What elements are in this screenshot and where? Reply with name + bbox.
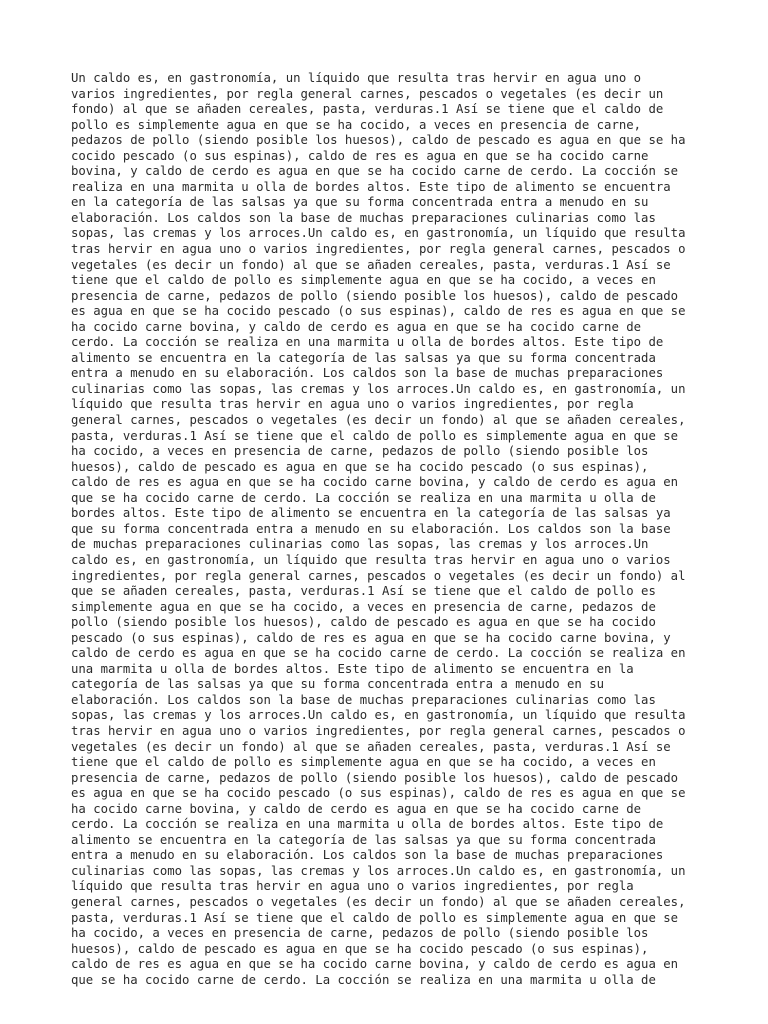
text-line: general carnes, pescados o vegetales (es decir un fondo) al que se añaden cereales, [71,894,686,909]
text-line: sopas, las cremas y los arroces.Un caldo es, en gastronomía, un líquido que resulta [71,708,686,723]
text-line: pasta, verduras.1 Así se tiene que el caldo de pollo es simplemente agua en que se [71,910,679,925]
text-line: cocido pescado (o sus espinas), caldo de res es agua en que se ha cocido carne [71,148,649,163]
text-line: general carnes, pescados o vegetales (es decir un fondo) al que se añaden cereales, [71,413,686,428]
text-line: pollo es simplemente agua en que se ha cocido, a veces en presencia de carne, [71,117,642,132]
text-line: caldo es, en gastronomía, un líquido que resulta tras hervir en agua uno o varios [71,552,671,567]
text-line: cerdo. La cocción se realiza en una marmita u olla de bordes altos. Este tipo de [71,335,664,350]
text-line: cerdo. La cocción se realiza en una marmita u olla de bordes altos. Este tipo de [71,817,664,832]
text-line: huesos), caldo de pescado es agua en que se ha cocido pescado (o sus espinas), [71,459,649,474]
text-line: categoría de las salsas ya que su forma concentrada entra a menudo en su [71,677,605,692]
text-line: en la categoría de las salsas ya que su forma concentrada entra a menudo en su [71,195,649,210]
text-line: líquido que resulta tras hervir en agua uno o varios ingredientes, por regla [71,879,634,894]
text-line: que se añaden cereales, pasta, verduras.1 Así se tiene que el caldo de pollo es [71,584,656,599]
text-line: realiza en una marmita u olla de bordes altos. Este tipo de alimento se encuentra [71,179,671,194]
text-line: tras hervir en agua uno o varios ingredientes, por regla general carnes, pescados o [71,242,686,257]
text-line: ingredientes, por regla general carnes, pescados o vegetales (es decir un fondo) al [71,568,686,583]
text-line: sopas, las cremas y los arroces.Un caldo es, en gastronomía, un líquido que resulta [71,226,686,241]
text-line: de muchas preparaciones culinarias como las sopas, las cremas y los arroces.Un [71,537,649,552]
text-line: ha cocido, a veces en presencia de carne, pedazos de pollo (siendo posible los [71,926,649,941]
text-line: caldo de res es agua en que se ha cocido carne bovina, y caldo de cerdo es agua en [71,475,679,490]
text-line: pedazos de pollo (siendo posible los huesos), caldo de pescado es agua en que se ha [71,133,686,148]
text-line: bovina, y caldo de cerdo es agua en que se ha cocido carne de cerdo. La cocción se [71,164,679,179]
text-line: alimento se encuentra en la categoría de las salsas ya que su forma concentrada [71,350,656,365]
text-line: elaboración. Los caldos son la base de muchas preparaciones culinarias como las [71,210,656,225]
text-line: tiene que el caldo de pollo es simplemente agua en que se ha cocido, a veces en [71,273,656,288]
text-line: elaboración. Los caldos son la base de muchas preparaciones culinarias como las [71,692,656,707]
text-line: bordes altos. Este tipo de alimento se encuentra en la categoría de las salsas ya [71,506,671,521]
document-body [71,71,711,988]
text-line: tiene que el caldo de pollo es simplemente agua en que se ha cocido, a veces en [71,755,656,770]
text-line: pasta, verduras.1 Así se tiene que el caldo de pollo es simplemente agua en que se [71,428,679,443]
text-line: Un caldo es, en gastronomía, un líquido que resulta tras hervir en agua uno o [71,71,642,85]
text-line: vegetales (es decir un fondo) al que se añaden cereales, pasta, verduras.1 Así se [71,257,671,272]
text-line: ha cocido carne bovina, y caldo de cerdo es agua en que se ha cocido carne de [71,319,642,334]
text-line: es agua en que se ha cocido pescado (o sus espinas), caldo de res es agua en que se [71,304,686,319]
text-line: una marmita u olla de bordes altos. Este tipo de alimento se encuentra en la [71,661,634,676]
text-line: que se ha cocido carne de cerdo. La cocción se realiza en una marmita u olla de [71,972,656,987]
text-line: pescado (o sus espinas), caldo de res es agua en que se ha cocido carne bovina, y [71,630,671,645]
text-line: que su forma concentrada entra a menudo en su elaboración. Los caldos son la base [71,521,671,536]
text-line: alimento se encuentra en la categoría de las salsas ya que su forma concentrada [71,832,656,847]
text-line: varios ingredientes, por regla general carnes, pescados o vegetales (es decir un [71,86,664,101]
text-line: caldo de res es agua en que se ha cocido carne bovina, y caldo de cerdo es agua en [71,957,679,972]
text-line: tras hervir en agua uno o varios ingredientes, por regla general carnes, pescados o [71,723,686,738]
text-line: es agua en que se ha cocido pescado (o sus espinas), caldo de res es agua en que se [71,786,686,801]
text-line: líquido que resulta tras hervir en agua uno o varios ingredientes, por regla [71,397,634,412]
text-line: culinarias como las sopas, las cremas y los arroces.Un caldo es, en gastronomía, un [71,863,686,878]
text-line: presencia de carne, pedazos de pollo (siendo posible los huesos), caldo de pescado [71,770,679,785]
text-line: pollo (siendo posible los huesos), caldo de pescado es agua en que se ha cocido [71,615,656,630]
text-line: simplemente agua en que se ha cocido, a veces en presencia de carne, pedazos de [71,599,656,614]
text-line: presencia de carne, pedazos de pollo (siendo posible los huesos), caldo de pescado [71,288,679,303]
text-line: vegetales (es decir un fondo) al que se añaden cereales, pasta, verduras.1 Así se [71,739,671,754]
text-line: que se ha cocido carne de cerdo. La cocción se realiza en una marmita u olla de [71,490,656,505]
text-line: huesos), caldo de pescado es agua en que se ha cocido pescado (o sus espinas), [71,941,649,956]
text-line: culinarias como las sopas, las cremas y los arroces.Un caldo es, en gastronomía, un [71,381,686,396]
text-line: ha cocido, a veces en presencia de carne, pedazos de pollo (siendo posible los [71,444,649,459]
text-line: entra a menudo en su elaboración. Los caldos son la base de muchas preparaciones [71,848,664,863]
text-line: fondo) al que se añaden cereales, pasta, verduras.1 Así se tiene que el caldo de [71,102,664,117]
text-line: ha cocido carne bovina, y caldo de cerdo es agua en que se ha cocido carne de [71,801,642,816]
text-line: caldo de cerdo es agua en que se ha cocido carne de cerdo. La cocción se realiza en [71,646,686,661]
text-line: entra a menudo en su elaboración. Los caldos son la base de muchas preparaciones [71,366,664,381]
